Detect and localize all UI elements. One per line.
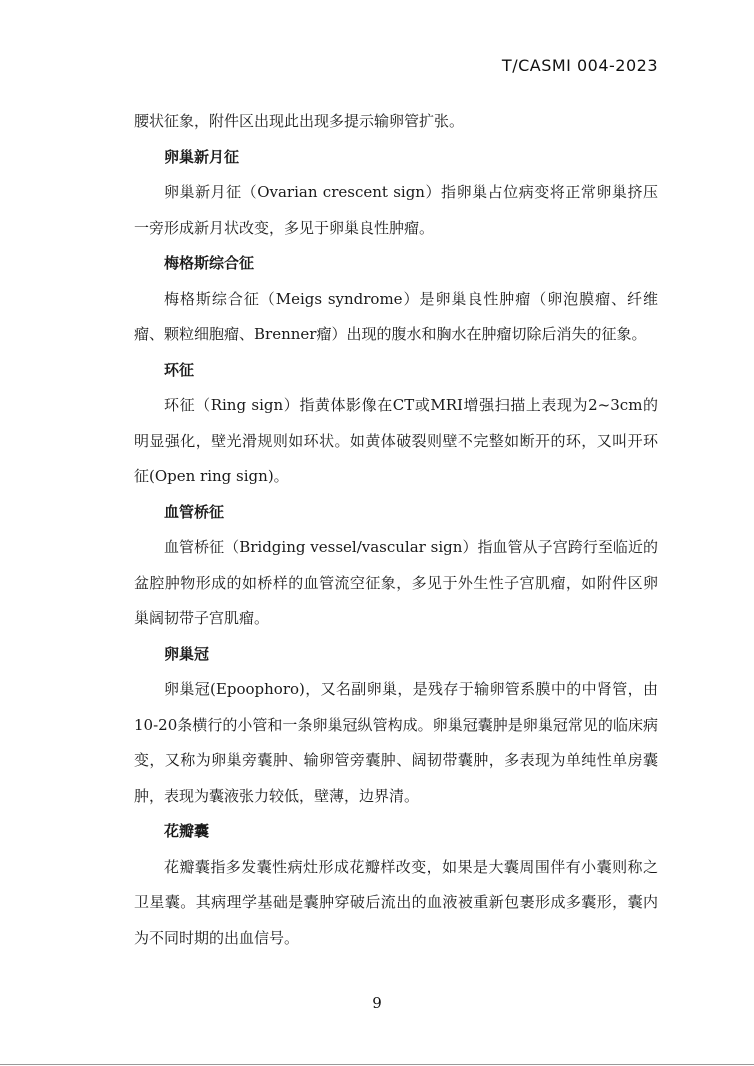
term-heading-ovarian-crescent: 卵巢新月征 [164, 147, 240, 166]
term-heading-bridging-vessel: 血管桥征 [164, 502, 225, 521]
term-heading-epoophoron: 卵巢冠 [164, 644, 210, 663]
term-heading-ring-sign: 环征 [164, 360, 195, 379]
paragraph-continued: 腰状征象，附件区出现此出现多提示输卵管扩张。 [134, 112, 465, 130]
term-heading-meigs: 梅格斯综合征 [164, 254, 255, 272]
paragraph-epoophoron: 卵巢冠(Epoophoro)，又名副卵巢，是残存于输卵管系膜中的中肾管，由10-20条横行的小管和一条卵巢冠纵管构成。卵巢冠囊肿是卵巢冠常见的临床病变，又称为卵巢旁囊肿、输卵管旁囊肿、阔韧带囊肿，多表现为单纯性单房囊肿，表现为囊液张力较低，壁薄，边界清。 [134, 680, 658, 805]
page-body [134, 104, 658, 956]
document-id: T/CASMI 004-2023 [501, 56, 658, 75]
page-number: 9 [372, 994, 382, 1012]
paragraph-petal-cyst: 花瓣囊指多发囊性病灶形成花瓣样改变，如果是大囊周围伴有小囊则称之卫星囊。其病理学基础是囊肿穿破后流出的血液被重新包裹形成多囊形，囊内为不同时期的出血信号。 [134, 857, 658, 947]
bottom-divider [0, 1064, 754, 1065]
paragraph-bridging-vessel: 血管桥征（Bridging vessel/vascular sign）指血管从子宫跨行至临近的盆腔肿物形成的如桥样的血管流空征象，多见于外生性子宫肌瘤，如附件区卵巢阔韧带子宫肌瘤。 [134, 538, 658, 627]
term-heading-petal-cyst: 花瓣囊 [164, 822, 210, 840]
paragraph-meigs: 梅格斯综合征（Meigs syndrome）是卵巢良性肿瘤（卵泡膜瘤、纤维瘤、颗粒细胞瘤、Brenner瘤）出现的腹水和胸水在肿瘤切除后消失的征象。 [134, 289, 658, 343]
paragraph-ring-sign: 环征（Ring sign）指黄体影像在CT或MRI增强扫描上表现为2~3cm的明显强化，壁光滑规则如环状。如黄体破裂则壁不完整如断开的环，又叫开环征(Open ring sign)。 [134, 396, 658, 485]
paragraph-ovarian-crescent: 卵巢新月征（Ovarian crescent sign）指卵巢占位病变将正常卵巢挤压一旁形成新月状改变，多见于卵巢良性肿瘤。 [134, 183, 658, 237]
